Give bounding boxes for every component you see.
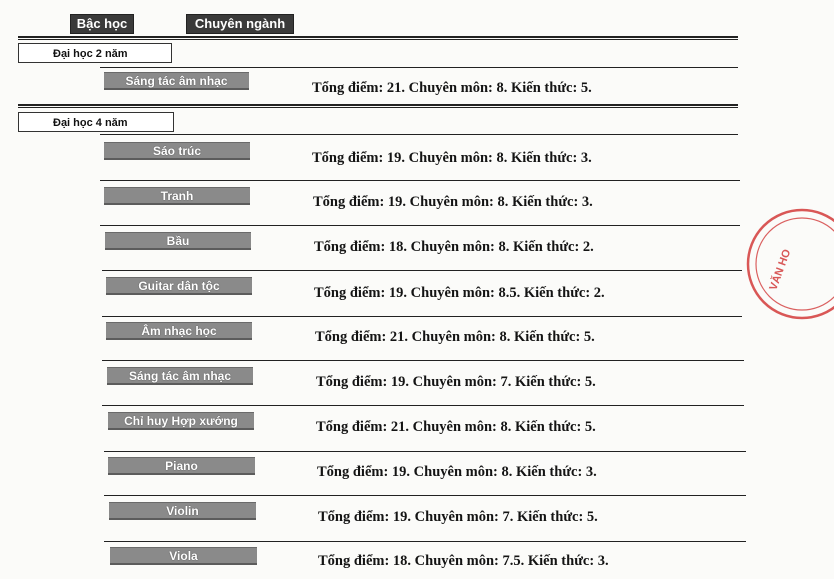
row-rule [102,316,742,317]
program-score: Tổng điểm: 21. Chuyên môn: 8. Kiến thức: 5. [312,80,592,96]
program-score: Tổng điểm: 19. Chuyên môn: 8. Kiến thức: 3. [317,464,597,480]
row-rule [104,541,746,542]
tab-major: Chuyên ngành [186,14,294,34]
program-score: Tổng điểm: 21. Chuyên môn: 8. Kiến thức: 5. [315,329,595,345]
program-score: Tổng điểm: 19. Chuyên môn: 7. Kiến thức: 5. [316,374,596,390]
program-pill: Guitar dân tộc [106,277,252,295]
section-divider [18,104,738,108]
program-pill: Viola [110,547,257,565]
program-pill: Tranh [104,187,250,205]
row-rule [104,451,746,452]
program-pill: Âm nhạc học [106,322,252,340]
seal-stamp-icon [744,206,834,324]
program-score: Tổng điểm: 18. Chuyên môn: 7.5. Kiến thức: 3. [318,553,609,569]
program-pill: Sáng tác âm nhạc [107,367,253,385]
row-rule [100,225,740,226]
program-score: Tổng điểm: 19. Chuyên môn: 8.5. Kiến thức: 2. [314,285,605,301]
program-score: Tổng điểm: 19. Chuyên môn: 8. Kiến thức: 3. [313,194,593,210]
tab-level: Bậc học [70,14,134,34]
program-pill: Sáng tác âm nhạc [104,72,249,90]
program-pill: Piano [108,457,255,475]
row-rule [104,495,746,496]
level-label-4yr: Đại học 4 năm [18,112,174,132]
row-rule [100,67,738,68]
row-rule [100,180,740,181]
program-pill: Chỉ huy Hợp xướng [108,412,254,430]
program-score: Tổng điểm: 19. Chuyên môn: 8. Kiến thức: 3. [312,150,592,166]
program-score: Tổng điểm: 21. Chuyên môn: 8. Kiến thức: 5. [316,419,596,435]
program-pill: Sáo trúc [104,142,250,160]
program-pill: Violin [109,502,256,520]
row-rule [102,270,742,271]
row-rule [100,134,738,135]
svg-text:VĂN HO: VĂN HO [767,247,794,293]
row-rule [102,360,744,361]
program-score: Tổng điểm: 19. Chuyên môn: 7. Kiến thức: 5. [318,509,598,525]
program-score: Tổng điểm: 18. Chuyên môn: 8. Kiến thức: 2. [314,239,594,255]
level-label-2yr: Đại học 2 năm [18,43,172,63]
row-rule [102,405,744,406]
program-pill: Bầu [105,232,251,250]
section-divider [18,36,738,40]
